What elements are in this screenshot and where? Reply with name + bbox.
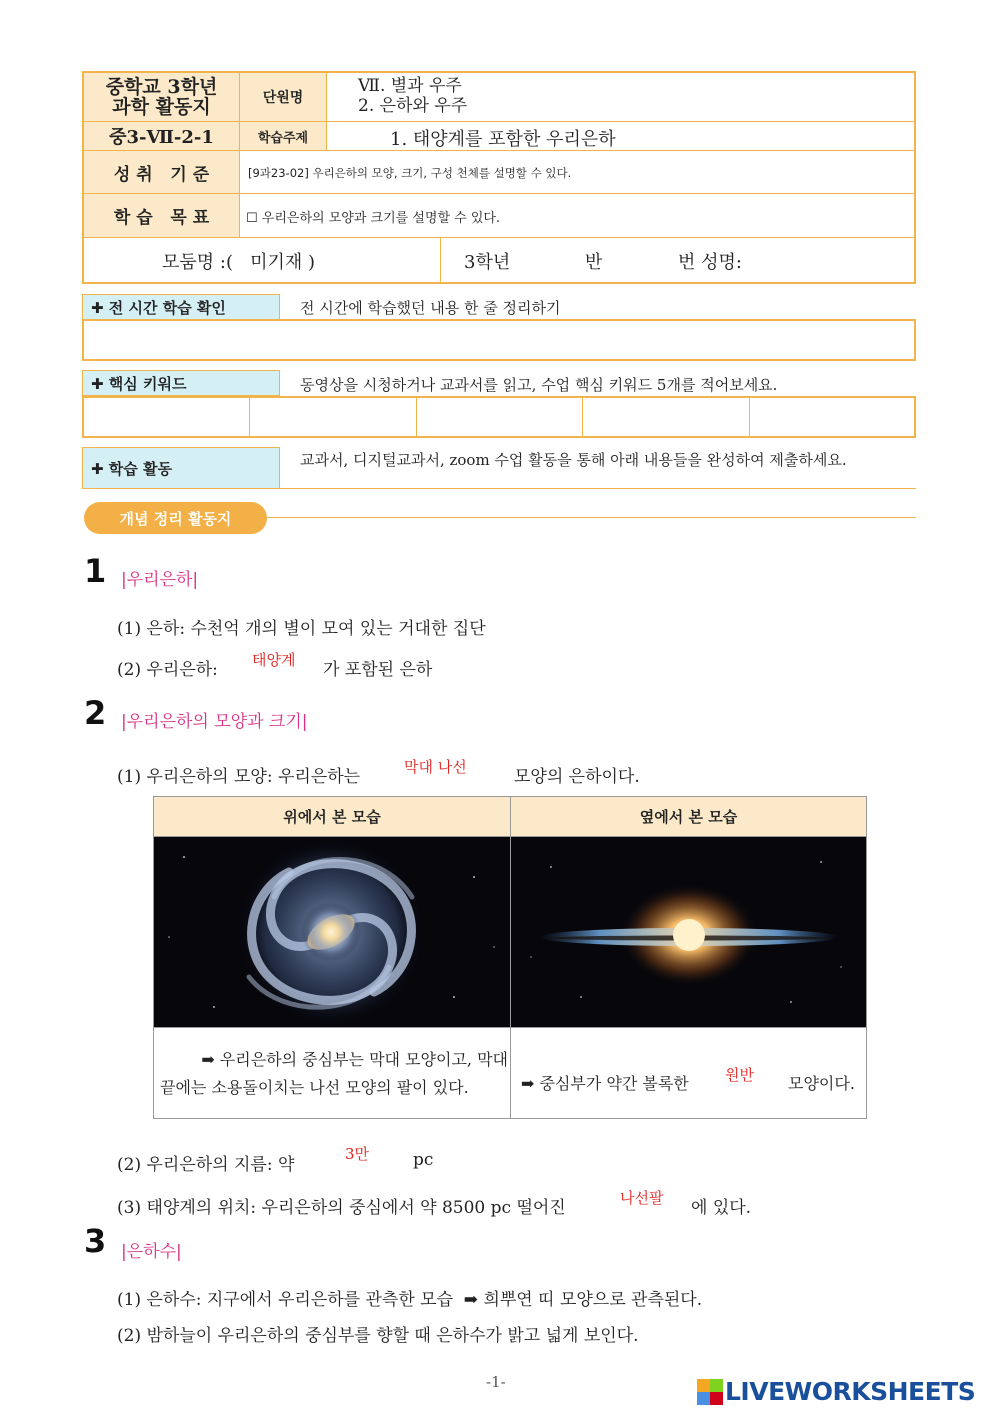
- activity-label: ✚ 학습 활동: [82, 447, 280, 489]
- topic-label: 학습주제: [257, 130, 309, 146]
- top-view-description: [160, 1046, 508, 1102]
- code-cell: [84, 122, 239, 150]
- unit-label-cell: [240, 73, 326, 121]
- q3-item1: (1) 은하수: 지구에서 우리은하를 관측한 모습 ➡ 희뿌연 띠 모양으로 관측된다.: [117, 1290, 703, 1310]
- review-input-box[interactable]: [82, 319, 916, 361]
- lesson-topic: 1. 태양계를 포함한 우리은하: [390, 129, 616, 150]
- student-name-field[interactable]: 번 성명:: [678, 252, 742, 273]
- side-view-desc-suffix: 모양이다.: [788, 1074, 855, 1093]
- unit-line1: Ⅶ. 별과 우주: [358, 76, 462, 96]
- q1-number: 1: [84, 552, 107, 590]
- side-view-desc-prefix: ➡ 중심부가 약간 볼록한: [521, 1074, 689, 1093]
- grade-field: 3학년: [464, 252, 511, 273]
- q2-item1-prefix: (1) 우리은하의 모양: 우리은하는: [117, 767, 361, 787]
- brand-text: LIVEWORKSHEETS: [725, 1377, 976, 1406]
- keyword-divider: [249, 397, 250, 437]
- top-view-label: 위에서 본 모습: [283, 808, 381, 826]
- galaxy-side-view-image: [511, 837, 866, 1027]
- topic-label-cell: [240, 122, 326, 150]
- keyword-divider: [749, 397, 750, 437]
- side-view-answer[interactable]: 원반: [725, 1066, 754, 1084]
- learning-goal: ☐ 우리은하의 모양과 크기를 설명할 수 있다.: [246, 211, 501, 226]
- keyword-label: ✚ 핵심 키워드: [82, 370, 280, 396]
- table-header-top-view: [154, 797, 510, 836]
- review-instruction: 전 시간에 학습했던 내용 한 줄 정리하기: [300, 299, 561, 317]
- keyword-instruction: 동영상을 시청하거나 교과서를 읽고, 수업 핵심 키워드 5개를 적어보세요.: [300, 376, 778, 394]
- unit-name: [358, 76, 467, 116]
- q1-item1: (1) 은하: 수천억 개의 별이 모여 있는 거대한 집단: [117, 619, 486, 639]
- unit-label: 단원명: [262, 90, 304, 106]
- q3-item2: (2) 밤하늘이 우리은하의 중심부를 향할 때 은하수가 밝고 넓게 보인다.: [117, 1326, 639, 1346]
- live-logo-badge: [697, 1379, 723, 1405]
- keyword-input-4[interactable]: [584, 398, 748, 436]
- logo-badge-cell: [710, 1392, 723, 1405]
- keyword-divider: [582, 397, 583, 437]
- concept-banner: [84, 502, 267, 534]
- school-line1: 중학교 3학년: [105, 76, 218, 98]
- q2-title: |우리은하의 모양과 크기|: [121, 712, 308, 732]
- goal-label-cell: [84, 194, 239, 237]
- keyword-input-2[interactable]: [251, 398, 415, 436]
- side-view-label: 옆에서 본 모습: [639, 808, 738, 826]
- q1-item2-prefix: (2) 우리은하:: [117, 660, 218, 680]
- unit-line2: 2. 은하와 우주: [358, 96, 468, 116]
- keyword-divider: [416, 397, 417, 437]
- logo-badge-cell: [710, 1379, 723, 1392]
- table-divider: [154, 1027, 866, 1028]
- achievement-standard: [9과23-02] 우리은하의 모양, 크기, 구성 천체를 설명할 수 있다.: [248, 166, 572, 180]
- q2-item2-prefix: (2) 우리은하의 지름: 약: [117, 1155, 295, 1175]
- galaxy-top-view-image: [154, 837, 510, 1027]
- table-header-side-view: [511, 797, 866, 836]
- q2-number: 2: [84, 694, 107, 732]
- class-field[interactable]: 반: [585, 252, 603, 273]
- group-name-field[interactable]: 모둠명 :( 미기재 ): [162, 252, 316, 273]
- q1-answer[interactable]: 태양계: [252, 651, 296, 669]
- top-view-desc-line2: 끝에는 소용돌이치는 나선 모양의 팔이 있다.: [160, 1078, 469, 1097]
- header-divider: [82, 237, 916, 238]
- header-divider: [440, 238, 441, 282]
- logo-badge-cell: [697, 1379, 710, 1392]
- q1-title: |우리은하|: [121, 570, 199, 590]
- achievement-label: 성 취 기 준: [113, 164, 210, 185]
- top-view-desc-line1: ➡ 우리은하의 중심부는 막대 모양이고, 막대: [201, 1050, 508, 1069]
- keyword-input-3[interactable]: [418, 398, 581, 436]
- keyword-input-5[interactable]: [751, 398, 914, 436]
- school-line2: 과학 활동지: [112, 96, 211, 118]
- lesson-code: 중3-Ⅶ-2-1: [109, 127, 214, 148]
- spiral-galaxy-graphic: [154, 837, 510, 1027]
- q2-item2-suffix: pc: [413, 1150, 434, 1170]
- q2-answer-position[interactable]: 나선팔: [620, 1189, 664, 1207]
- liveworksheets-logo[interactable]: [697, 1377, 975, 1406]
- logo-badge-cell: [697, 1392, 710, 1405]
- q2-item1-suffix: 모양의 은하이다.: [514, 767, 640, 787]
- banner-line: [266, 517, 916, 518]
- achievement-label-cell: [84, 151, 239, 193]
- review-label: ✚ 전 시간 학습 확인: [82, 294, 280, 320]
- header-divider: [326, 73, 327, 150]
- edge-on-galaxy-graphic: [511, 837, 866, 1027]
- q2-answer-diameter[interactable]: 3만: [345, 1145, 370, 1163]
- activity-underline: [280, 488, 916, 489]
- q3-number: 3: [84, 1222, 107, 1260]
- keyword-input-1[interactable]: [84, 398, 248, 436]
- q1-item2-suffix: 가 포함된 은하: [323, 660, 433, 680]
- goal-label: 학 습 목 표: [113, 208, 210, 228]
- q3-title: |은하수|: [121, 1242, 182, 1262]
- concept-banner-text: 개념 정리 활동지: [119, 509, 232, 528]
- q2-item3-prefix: (3) 태양계의 위치: 우리은하의 중심에서 약 8500 pc 떨어진: [117, 1198, 566, 1218]
- activity-instruction: 교과서, 디지털교과서, zoom 수업 활동을 통해 아래 내용들을 완성하여 제출하세요.: [300, 451, 847, 469]
- q2-answer-shape[interactable]: 막대 나선: [404, 758, 467, 776]
- page-number: -1-: [486, 1373, 506, 1391]
- q2-item3-suffix: 에 있다.: [691, 1198, 752, 1218]
- school-label-cell: [84, 73, 239, 121]
